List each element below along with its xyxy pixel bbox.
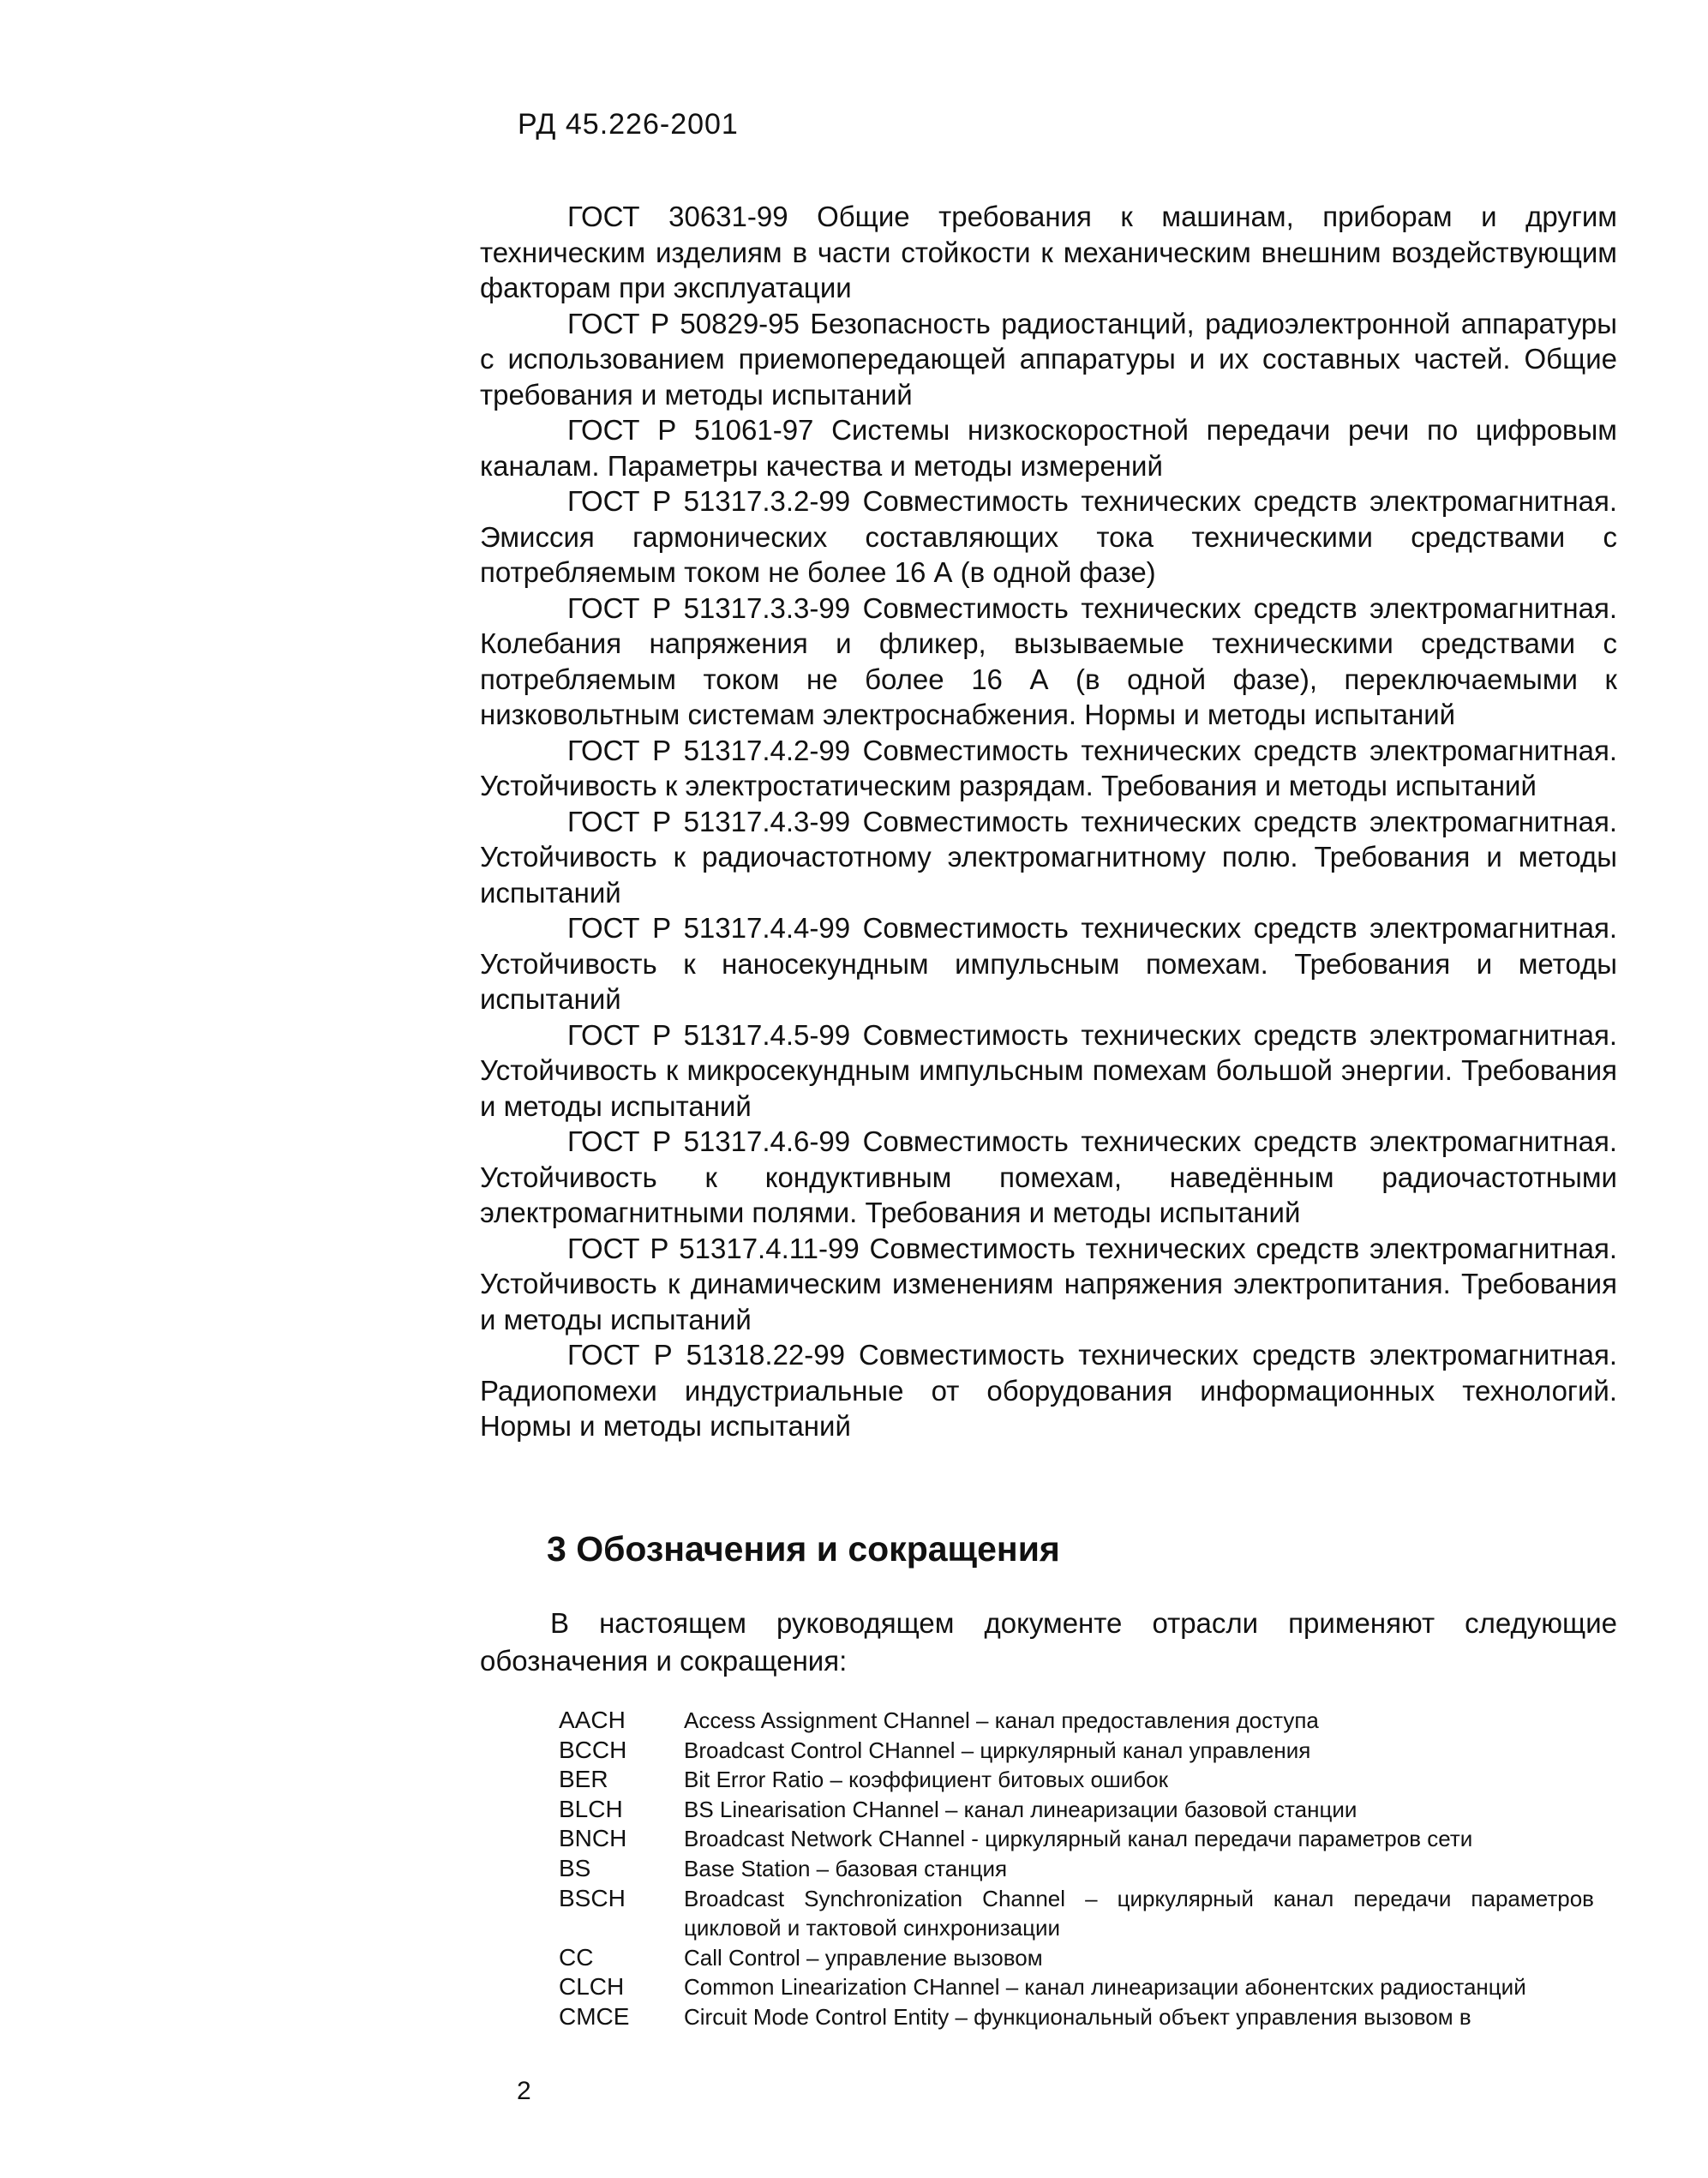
reference-entry: ГОСТ Р 51317.4.6-99 Совместимость технических средств электромагнитная. Устойчивость к кондуктивным помехам, наведённым радиочастотными электромагнитными полями. Требования и методы испытаний <box>480 1125 1617 1228</box>
section-intro: В настоящем руководящем документе отрасли применяют следующие обозначения и сокращения: <box>480 1607 1617 1677</box>
abbreviation-definition: Access Assignment CHannel – канал предоставления доступа <box>684 1707 1319 1733</box>
abbreviation-row <box>559 1854 1594 1884</box>
abbreviation-term: BNCH <box>559 1825 627 1852</box>
reference-entry: ГОСТ Р 51317.4.4-99 Совместимость технических средств электромагнитная. Устойчивость к наносекундным импульсным помехам. Требования и методы испытаний <box>480 912 1617 1015</box>
abbreviation-row <box>559 1972 1594 2002</box>
abbreviation-definition: Base Station – базовая станция <box>684 1855 1008 1881</box>
abbreviation-definition: Broadcast Synchronization Channel – циркулярный канал передачи параметров цикловой и тактовой синхронизации <box>684 1885 1594 1941</box>
abbreviation-term: BER <box>559 1766 608 1793</box>
abbreviation-row <box>559 1795 1594 1825</box>
abbreviation-definition: Bit Error Ratio – коэффициент битовых ошибок <box>684 1767 1169 1793</box>
abbreviation-row <box>559 2002 1594 2032</box>
reference-entry: ГОСТ Р 51317.3.3-99 Совместимость технических средств электромагнитная. Колебания напряжения и фликер, вызываемые техническими средствами с потребляемым током не более 16 А (в одной фазе), переключаемыми к низковольтным системам электроснабжения. Нормы и методы испытаний <box>480 591 1617 730</box>
abbreviation-definition: Broadcast Network CHannel - циркулярный канал передачи параметров сети <box>684 1826 1473 1852</box>
reference-entry: ГОСТ Р 51317.3.2-99 Совместимость технических средств электромагнитная. Эмиссия гармонических составляющих тока техническими средствами с потребляемым током не более 16 А (в одной фазе) <box>480 485 1617 588</box>
abbreviation-term: BCCH <box>559 1736 627 1763</box>
abbreviation-term: AACH <box>559 1707 626 1733</box>
document-code: РД 45.226-2001 <box>518 108 739 141</box>
abbreviation-row <box>559 1706 1594 1736</box>
reference-entry: ГОСТ Р 51318.22-99 Совместимость технических средств электромагнитная. Радиопомехи индустриальные от оборудования информационных технологий. Нормы и методы испытаний <box>480 1339 1617 1442</box>
abbreviation-definition: Common Linearization CHannel – канал линеаризации абонентских радиостанций <box>684 1974 1526 2001</box>
abbreviation-row <box>559 1824 1594 1854</box>
abbreviation-term: BSCH <box>559 1884 626 1911</box>
normative-references <box>480 199 1617 1444</box>
abbreviation-term: BS <box>559 1854 591 1881</box>
abbreviation-row <box>559 1884 1594 1943</box>
abbreviation-term: CMCE <box>559 2002 630 2030</box>
abbreviation-row <box>559 1943 1594 1973</box>
abbreviation-definition: BS Linearisation CHannel – канал линеаризации базовой станции <box>684 1796 1357 1822</box>
abbreviation-term: CC <box>559 1943 594 1971</box>
abbreviation-row <box>559 1765 1594 1795</box>
abbreviation-definition: Broadcast Control CHannel – циркулярный канал управления <box>684 1737 1311 1763</box>
reference-entry: ГОСТ 30631-99 Общие требования к машинам, приборам и другим техническим изделиям в части стойкости к механическим внешним воздействующим факторам при эксплуатации <box>480 201 1617 303</box>
abbreviation-definition: Call Control – управление вызовом <box>684 1944 1043 1971</box>
reference-entry: ГОСТ Р 51317.4.5-99 Совместимость технических средств электромагнитная. Устойчивость к микросекундным импульсным помехам большой энергии. Требования и методы испытаний <box>480 1018 1617 1122</box>
reference-entry: ГОСТ Р 50829-95 Безопасность радиостанций, радиоэлектронной аппаратуры с использованием приемопередающей аппаратуры и их составных частей. Общие требования и методы испытаний <box>480 307 1617 411</box>
abbreviation-term: CLCH <box>559 1973 625 2001</box>
reference-entry: ГОСТ Р 51317.4.3-99 Совместимость технических средств электромагнитная. Устойчивость к радиочастотному электромагнитному полю. Требования и методы испытаний <box>480 805 1617 909</box>
abbreviations-list <box>559 1706 1594 2032</box>
reference-entry: ГОСТ Р 51317.4.2-99 Совместимость технических средств электромагнитная. Устойчивость к электростатическим разрядам. Требования и методы испытаний <box>480 734 1617 801</box>
abbreviation-definition: Circuit Mode Control Entity – функциональный объект управления вызовом в <box>684 2003 1471 2030</box>
section-heading: 3 Обозначения и сокращения <box>547 1529 1060 1569</box>
reference-entry: ГОСТ Р 51061-97 Системы низкоскоростной передачи речи по цифровым каналам. Параметры качества и методы измерений <box>480 414 1617 482</box>
page-number: 2 <box>517 2077 531 2105</box>
abbreviation-term: BLCH <box>559 1795 623 1822</box>
reference-entry: ГОСТ Р 51317.4.11-99 Совместимость технических средств электромагнитная. Устойчивость к динамическим изменениям напряжения электропитания. Требования и методы испытаний <box>480 1232 1617 1335</box>
abbreviation-row <box>559 1736 1594 1766</box>
